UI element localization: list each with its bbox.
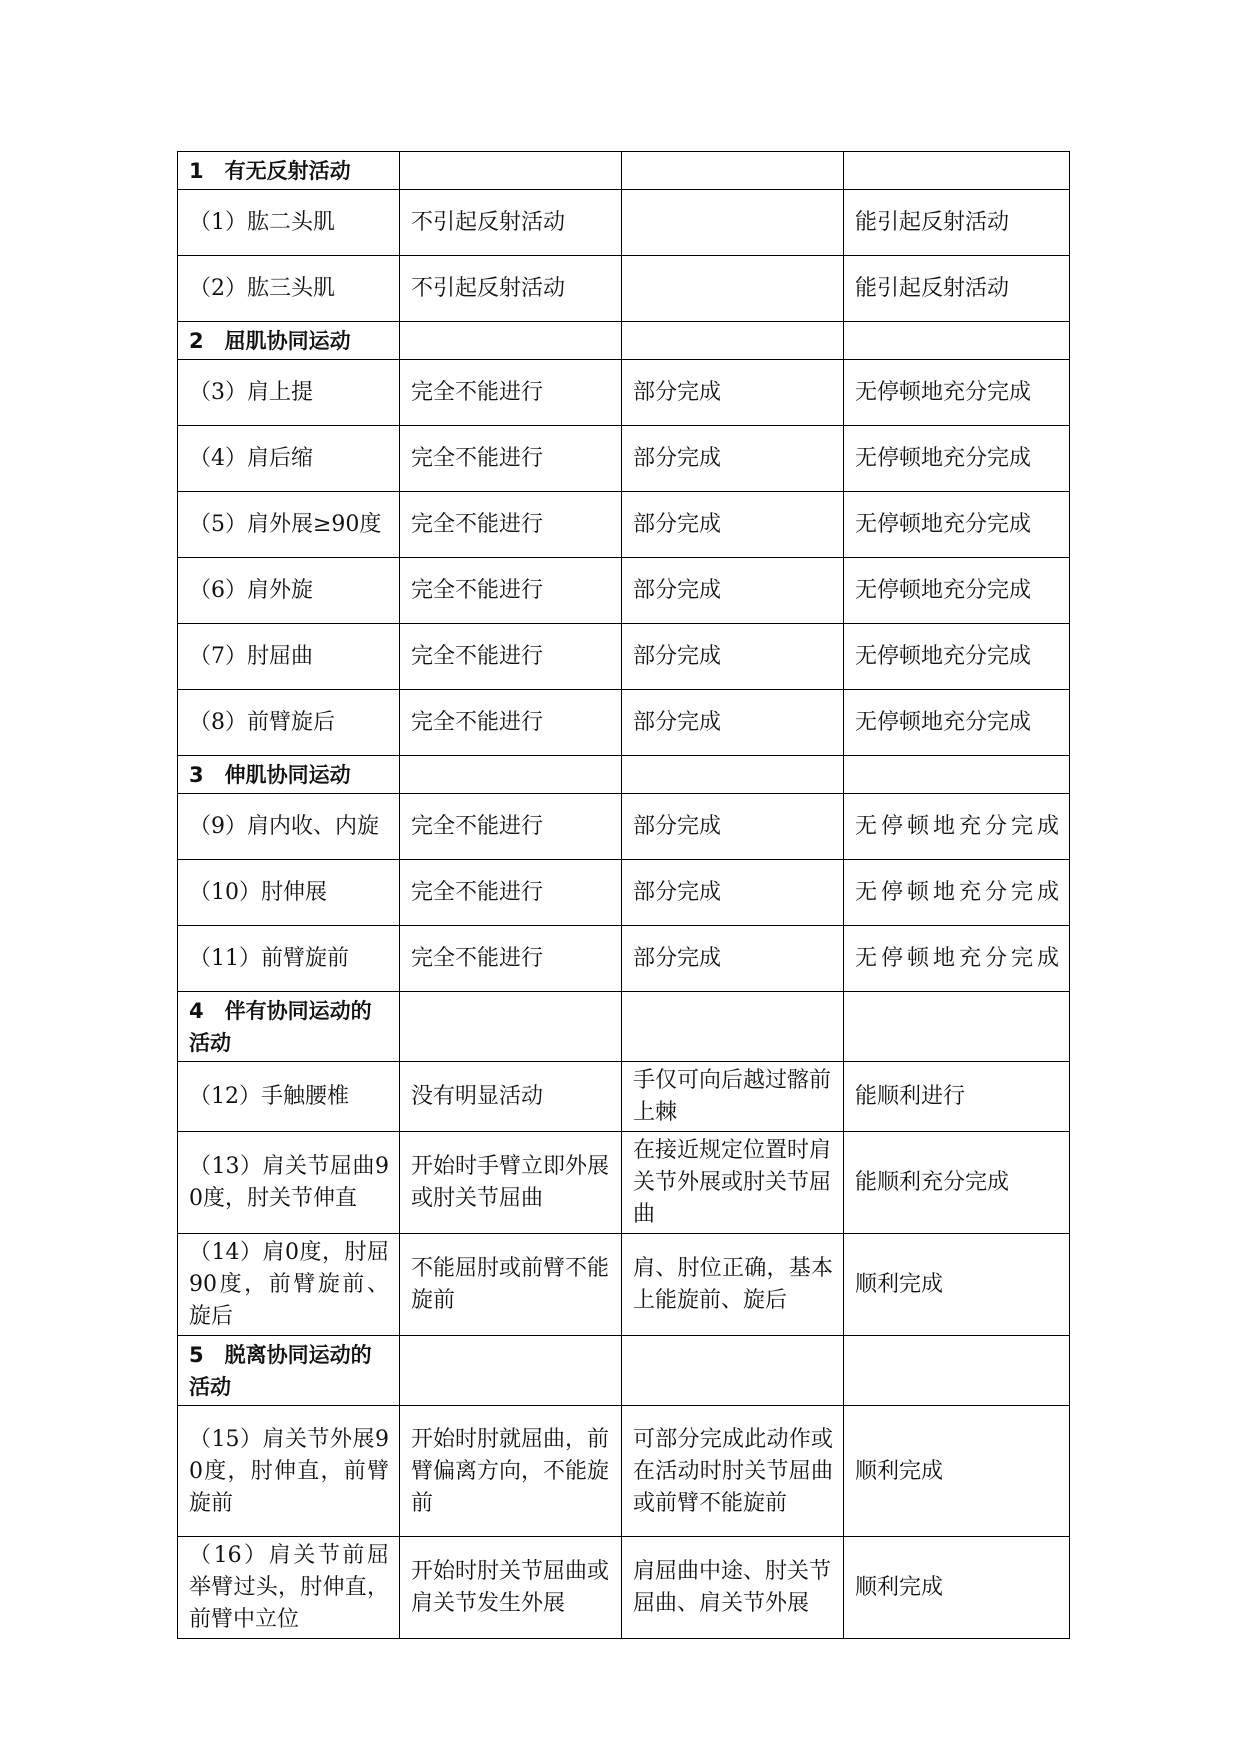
score-1-cell: 部分完成 bbox=[622, 926, 844, 992]
score-2-cell: 能引起反射活动 bbox=[844, 190, 1070, 256]
score-1-cell: 部分完成 bbox=[622, 360, 844, 426]
score-0-cell bbox=[400, 152, 622, 190]
section-title: 2 屈肌协同运动 bbox=[178, 322, 400, 360]
score-2-cell: 无停顿地充分完成 bbox=[844, 360, 1070, 426]
score-1-cell: 在接近规定位置时肩关节外展或肘关节屈曲 bbox=[622, 1132, 844, 1234]
score-2-cell: 能顺利充分完成 bbox=[844, 1132, 1070, 1234]
score-0-cell bbox=[400, 992, 622, 1062]
score-0-cell: 没有明显活动 bbox=[400, 1062, 622, 1132]
score-0-cell: 完全不能进行 bbox=[400, 426, 622, 492]
score-2-cell: 能顺利进行 bbox=[844, 1062, 1070, 1132]
item-cell: （9）肩内收、内旋 bbox=[178, 794, 400, 860]
table-row bbox=[178, 926, 1070, 992]
score-0-cell: 完全不能进行 bbox=[400, 860, 622, 926]
score-1-cell bbox=[622, 190, 844, 256]
table-row bbox=[178, 558, 1070, 624]
item-cell: （6）肩外旋 bbox=[178, 558, 400, 624]
score-1-cell bbox=[622, 756, 844, 794]
score-0-cell: 不引起反射活动 bbox=[400, 190, 622, 256]
item-cell: （11）前臂旋前 bbox=[178, 926, 400, 992]
score-1-cell: 部分完成 bbox=[622, 690, 844, 756]
section-header-row bbox=[178, 756, 1070, 794]
score-0-cell: 不能屈肘或前臂不能旋前 bbox=[400, 1234, 622, 1336]
score-0-cell: 开始时肘关节屈曲或肩关节发生外展 bbox=[400, 1537, 622, 1639]
score-1-cell: 可部分完成此动作或在活动时肘关节屈曲或前臂不能旋前 bbox=[622, 1406, 844, 1537]
score-0-cell bbox=[400, 756, 622, 794]
score-2-cell: 顺利完成 bbox=[844, 1537, 1070, 1639]
score-2-cell: 无停顿地充分完成 bbox=[844, 492, 1070, 558]
table-row bbox=[178, 492, 1070, 558]
score-2-cell bbox=[844, 1336, 1070, 1406]
score-0-cell: 完全不能进行 bbox=[400, 624, 622, 690]
score-0-cell: 完全不能进行 bbox=[400, 794, 622, 860]
score-1-cell: 部分完成 bbox=[622, 624, 844, 690]
score-0-cell: 开始时肘就屈曲，前臂偏离方向，不能旋前 bbox=[400, 1406, 622, 1537]
table-row bbox=[178, 256, 1070, 322]
table-row bbox=[178, 794, 1070, 860]
score-0-cell: 完全不能进行 bbox=[400, 926, 622, 992]
score-1-cell: 部分完成 bbox=[622, 558, 844, 624]
table-body bbox=[178, 152, 1070, 1639]
score-2-cell: 无停顿地充分完成 bbox=[844, 558, 1070, 624]
section-header-row bbox=[178, 1336, 1070, 1406]
score-1-cell bbox=[622, 256, 844, 322]
fugl-meyer-upper-limb-table bbox=[177, 151, 1070, 1639]
score-2-cell: 无停顿地充分完成 bbox=[844, 690, 1070, 756]
section-header-row bbox=[178, 152, 1070, 190]
table-row bbox=[178, 1537, 1070, 1639]
score-2-cell: 无停顿地充分完成 bbox=[844, 860, 1070, 926]
table-row bbox=[178, 1234, 1070, 1336]
section-header-row bbox=[178, 322, 1070, 360]
item-cell: （1）肱二头肌 bbox=[178, 190, 400, 256]
table-row bbox=[178, 690, 1070, 756]
item-cell: （15）肩关节外展90度，肘伸直，前臂旋前 bbox=[178, 1406, 400, 1537]
section-title: 5 脱离协同运动的活动 bbox=[178, 1336, 400, 1406]
item-cell: （3）肩上提 bbox=[178, 360, 400, 426]
score-1-cell: 肩、肘位正确，基本上能旋前、旋后 bbox=[622, 1234, 844, 1336]
score-0-cell: 不引起反射活动 bbox=[400, 256, 622, 322]
section-header-row bbox=[178, 992, 1070, 1062]
score-1-cell: 部分完成 bbox=[622, 794, 844, 860]
item-cell: （16）肩关节前屈举臂过头，肘伸直，前臂中立位 bbox=[178, 1537, 400, 1639]
score-1-cell: 部分完成 bbox=[622, 426, 844, 492]
table-row bbox=[178, 190, 1070, 256]
section-title: 1 有无反射活动 bbox=[178, 152, 400, 190]
score-2-cell: 无停顿地充分完成 bbox=[844, 794, 1070, 860]
score-1-cell: 手仅可向后越过髂前上棘 bbox=[622, 1062, 844, 1132]
item-cell: （14）肩0度，肘屈90度，前臂旋前、旋后 bbox=[178, 1234, 400, 1336]
score-2-cell: 无停顿地充分完成 bbox=[844, 426, 1070, 492]
table-row bbox=[178, 624, 1070, 690]
score-2-cell: 无停顿地充分完成 bbox=[844, 624, 1070, 690]
score-1-cell bbox=[622, 152, 844, 190]
score-0-cell bbox=[400, 1336, 622, 1406]
item-cell: （12）手触腰椎 bbox=[178, 1062, 400, 1132]
score-1-cell: 部分完成 bbox=[622, 492, 844, 558]
score-2-cell bbox=[844, 152, 1070, 190]
table-row bbox=[178, 860, 1070, 926]
section-title: 3 伸肌协同运动 bbox=[178, 756, 400, 794]
score-2-cell bbox=[844, 322, 1070, 360]
table-row bbox=[178, 1406, 1070, 1537]
score-2-cell: 能引起反射活动 bbox=[844, 256, 1070, 322]
score-0-cell: 完全不能进行 bbox=[400, 690, 622, 756]
score-2-cell: 顺利完成 bbox=[844, 1234, 1070, 1336]
score-2-cell: 无停顿地充分完成 bbox=[844, 926, 1070, 992]
item-cell: （10）肘伸展 bbox=[178, 860, 400, 926]
score-1-cell: 肩屈曲中途、肘关节屈曲、肩关节外展 bbox=[622, 1537, 844, 1639]
item-cell: （13）肩关节屈曲90度，肘关节伸直 bbox=[178, 1132, 400, 1234]
score-0-cell: 开始时手臂立即外展或肘关节屈曲 bbox=[400, 1132, 622, 1234]
item-cell: （5）肩外展≥90度 bbox=[178, 492, 400, 558]
score-2-cell bbox=[844, 756, 1070, 794]
table-row bbox=[178, 1062, 1070, 1132]
table-row bbox=[178, 426, 1070, 492]
score-0-cell bbox=[400, 322, 622, 360]
item-cell: （2）肱三头肌 bbox=[178, 256, 400, 322]
score-1-cell bbox=[622, 992, 844, 1062]
section-title: 4 伴有协同运动的活动 bbox=[178, 992, 400, 1062]
item-cell: （7）肘屈曲 bbox=[178, 624, 400, 690]
score-0-cell: 完全不能进行 bbox=[400, 492, 622, 558]
item-cell: （4）肩后缩 bbox=[178, 426, 400, 492]
score-1-cell bbox=[622, 322, 844, 360]
item-cell: （8）前臂旋后 bbox=[178, 690, 400, 756]
score-1-cell: 部分完成 bbox=[622, 860, 844, 926]
score-0-cell: 完全不能进行 bbox=[400, 558, 622, 624]
table-row bbox=[178, 1132, 1070, 1234]
table-row bbox=[178, 360, 1070, 426]
score-2-cell bbox=[844, 992, 1070, 1062]
score-2-cell: 顺利完成 bbox=[844, 1406, 1070, 1537]
score-0-cell: 完全不能进行 bbox=[400, 360, 622, 426]
score-1-cell bbox=[622, 1336, 844, 1406]
